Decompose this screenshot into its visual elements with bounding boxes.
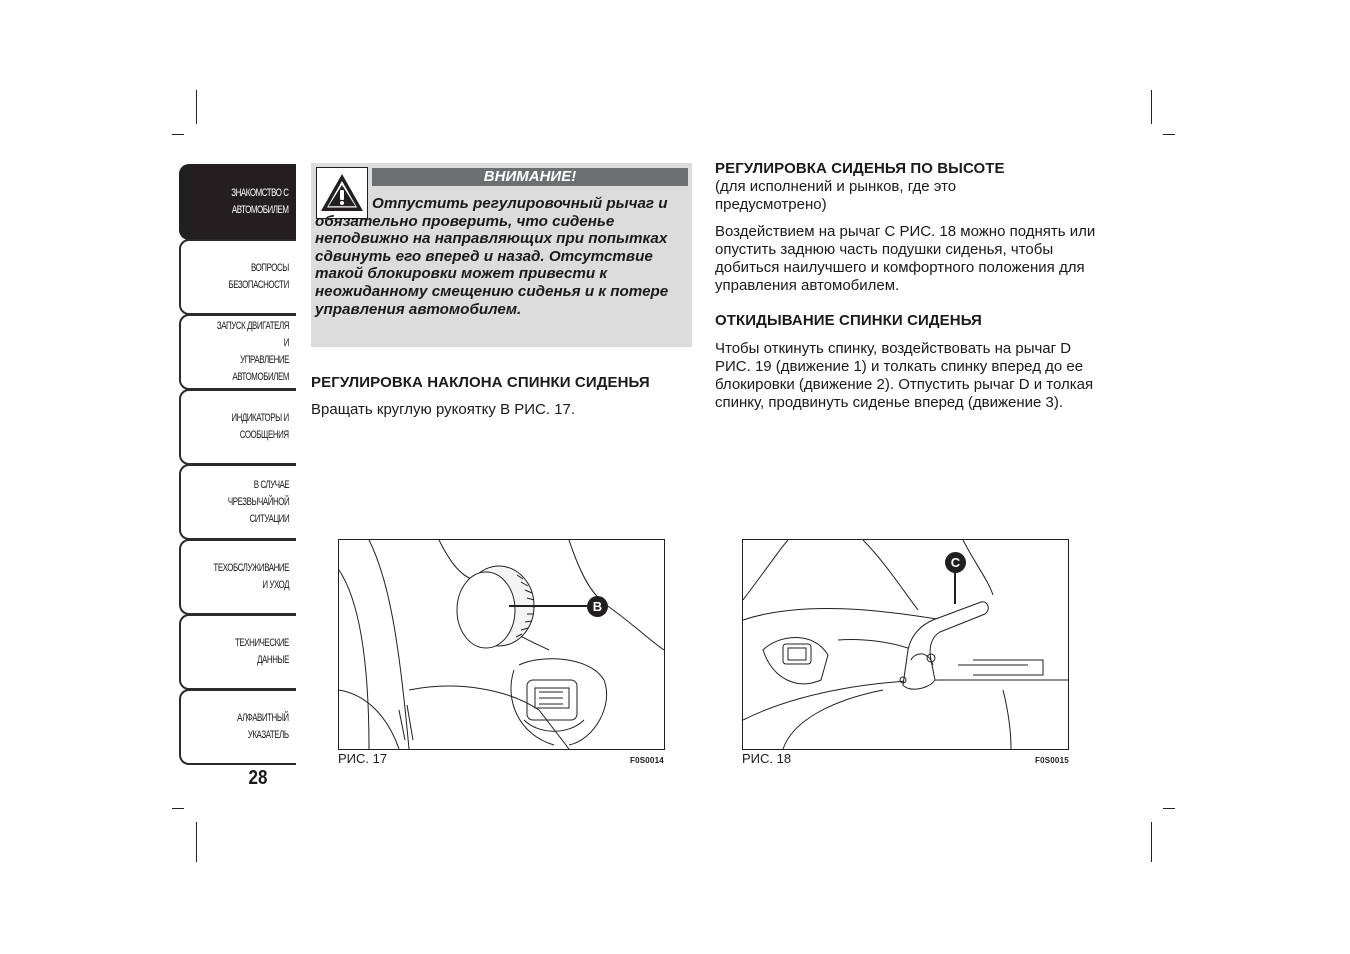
section-heading-seat-height: РЕГУЛИРОВКА СИДЕНЬЯ ПО ВЫСОТЕ xyxy=(715,160,1005,177)
warning-text xyxy=(315,195,689,318)
crop-mark xyxy=(196,822,197,862)
crop-mark xyxy=(1151,90,1152,124)
body-seat-height: Воздействием на рычаг C РИС. 18 можно поднять или опустить заднюю часть подушки сиденья, чтобы добиться наилучшего и комфортного положения для управления автомобилем. xyxy=(715,223,1096,294)
tab-label: ТЕХОБСЛУЖИВАНИЕ И УХОД xyxy=(213,562,289,591)
section-heading-backrest-fold: ОТКИДЫВАНИЕ СПИНКИ СИДЕНЬЯ xyxy=(715,312,982,329)
crop-mark xyxy=(1151,822,1152,862)
tab-label: ЗНАКОМСТВО С АВТОМОБИЛЕМ xyxy=(231,187,289,216)
warning-box xyxy=(311,163,692,347)
crop-mark xyxy=(1163,808,1175,809)
tab-label: ТЕХНИЧЕСКИЕ ДАННЫЕ xyxy=(235,637,289,666)
body-backrest-fold: Чтобы откинуть спинку, воздействовать на рычаг D РИС. 19 (движение 1) и толкать спинку вперед до ее блокировки (движение 2). Отпустить рычаг D и толкая спинку, продвинуть сиденье вперед (движение 3). xyxy=(715,340,1094,411)
tab-label: В СЛУЧАЕ ЧРЕЗВЫЧАЙНОЙ СИТУАЦИИ xyxy=(227,478,289,525)
warning-text-rest: сиденье неподвижно на направляющих при попытках сдвинуть его вперед и назад. Отсутствие такой блокировки может привести к неожиданному смещению сиденья и к потере управления автомобилем. xyxy=(315,212,669,318)
figure-17-illustration xyxy=(338,539,665,750)
tab-label: АЛФАВИТНЫЙ УКАЗАТЕЛЬ xyxy=(237,712,289,741)
tab-starting[interactable] xyxy=(179,314,296,390)
tab-indicators[interactable] xyxy=(179,389,296,465)
crop-mark xyxy=(172,808,184,809)
page-number: 28 xyxy=(248,767,268,789)
callout-B: B xyxy=(587,596,608,617)
crop-mark xyxy=(172,134,184,135)
tab-safety[interactable] xyxy=(179,239,296,315)
section-heading-backrest-tilt: РЕГУЛИРОВКА НАКЛОНА СПИНКИ СИДЕНЬЯ xyxy=(311,374,650,391)
tab-label: ЗАПУСК ДВИГАТЕЛЯ И УПРАВЛЕНИЕ АВТОМОБИЛЕМ xyxy=(216,320,289,383)
tab-index[interactable] xyxy=(179,689,296,765)
tab-emergency[interactable] xyxy=(179,464,296,540)
callout-C: C xyxy=(945,552,966,573)
warning-text-first: Отпустить регулировочный рычаг и обязательно проверить, что xyxy=(315,195,668,230)
crop-mark xyxy=(196,90,197,124)
tab-tech-data[interactable] xyxy=(179,614,296,690)
figure-18-illustration xyxy=(742,539,1069,750)
body-backrest-tilt: Вращать круглую рукоятку B РИС. 17. xyxy=(311,401,576,418)
figure-17-code: F0S0014 xyxy=(630,756,664,765)
warning-title: ВНИМАНИЕ! xyxy=(372,168,688,186)
tab-intro[interactable] xyxy=(179,164,296,240)
figure-18-caption: РИС. 18 xyxy=(742,751,792,766)
figure-18-code: F0S0015 xyxy=(1035,756,1069,765)
figure-17-caption: РИС. 17 xyxy=(338,751,388,766)
tab-label: ВОПРОСЫ БЕЗОПАСНОСТИ xyxy=(228,262,289,291)
tab-maintenance[interactable] xyxy=(179,539,296,615)
note-seat-height: (для исполнений и рынков, где это предусмотрено) xyxy=(715,178,957,213)
tab-label: ИНДИКАТОРЫ И СООБЩЕНИЯ xyxy=(231,412,289,441)
crop-mark xyxy=(1163,134,1175,135)
